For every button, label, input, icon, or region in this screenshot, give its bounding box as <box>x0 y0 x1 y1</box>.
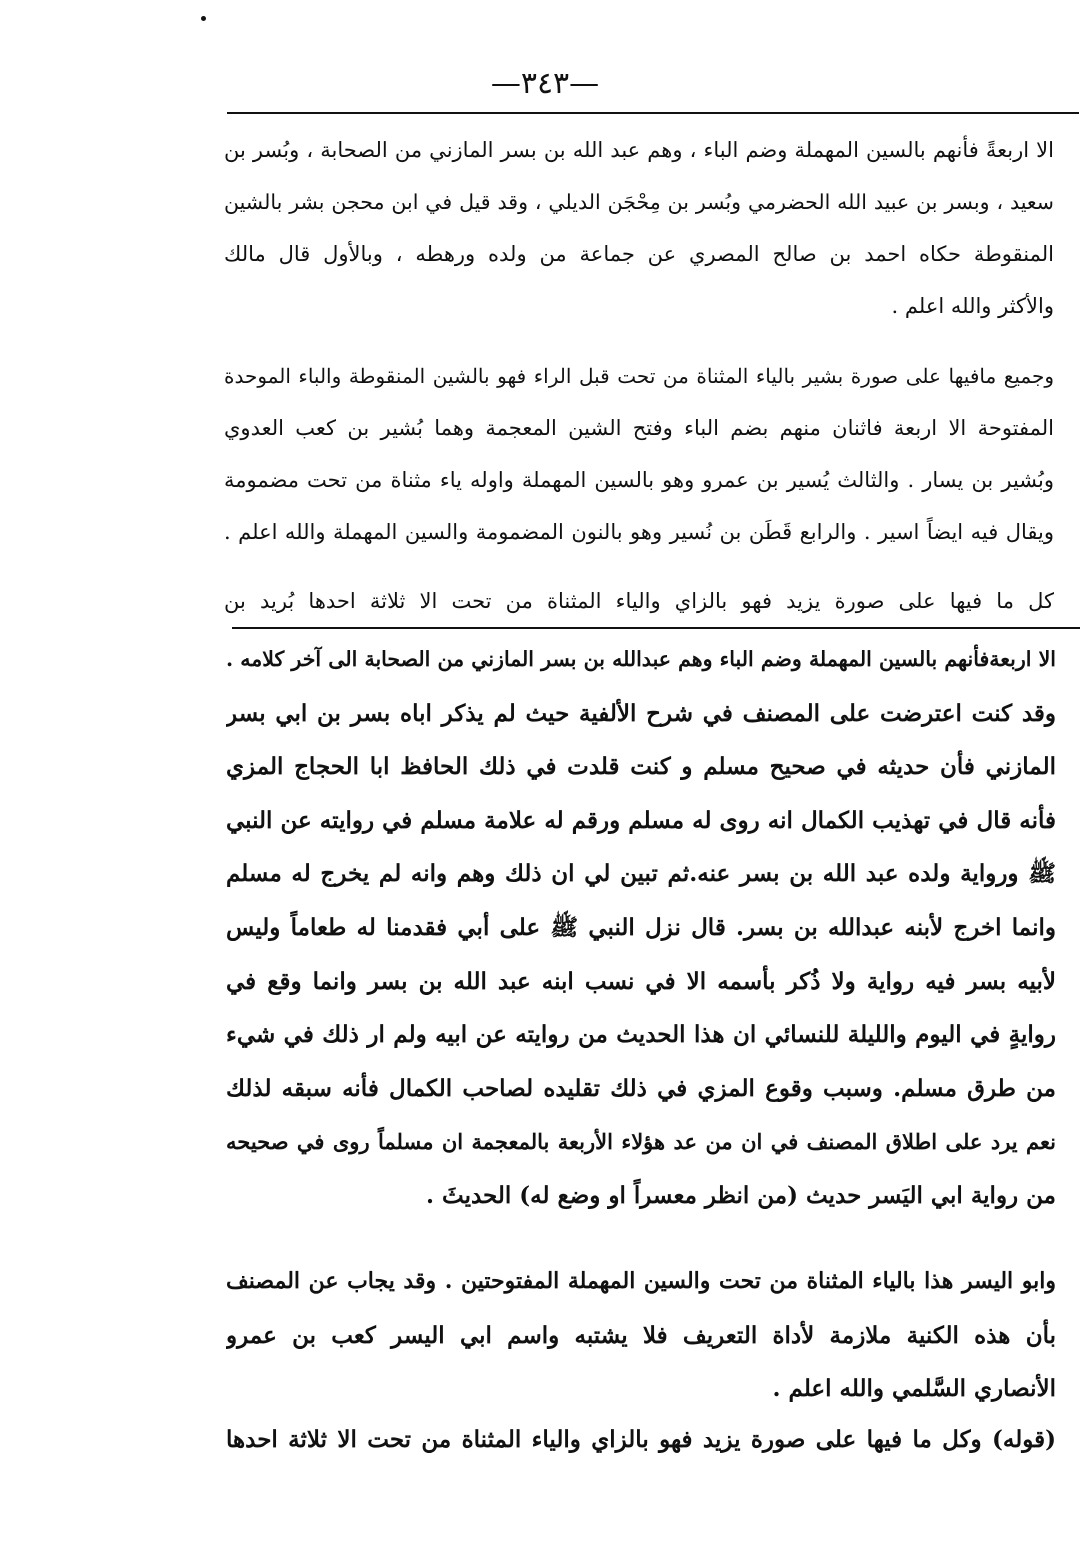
text-line: وبُشير بن يسار . والثالث يُسير بن عمرو وهو بالسين المهملة واوله ياء مثناة من تحت مضمومة <box>224 468 1054 492</box>
commentary-line: من طرق مسلم. وسبب وقوع المزي في ذلك تقليده لصاحب الكمال فأنه سبقه لذلك <box>226 1074 1056 1102</box>
commentary-line: نعم يرد على اطلاق المصنف في ان من عد هؤلاء الأربعة بالمعجمة ان مسلماً روى في صحيحه <box>226 1129 1056 1155</box>
commentary-line: فأنه قال في تهذيب الكمال انه روى له مسلم ورقم له علامة مسلم في روايته عن النبي <box>226 806 1056 834</box>
commentary-paragraph-2 <box>226 1255 1056 1416</box>
commentary-line: وانما اخرج لأبنه عبدالله بن بسر. قال نزل النبي ﷺ على أبي فقدمنا له طعاماً وليس <box>226 913 1056 941</box>
commentary-line: وابو اليسر هذا بالياء المثناة من تحت والسين المهملة المفتوحتين . وقد يجاب عن المصنف <box>226 1268 1056 1294</box>
commentary-line: لأبيه بسر فيه رواية ولا ذُكر بأسمه الا في نسب ابنه عبد الله بن بسر وانما وقع في <box>226 967 1056 995</box>
text-line: والأكثر والله اعلم . <box>891 294 1054 318</box>
header-rule <box>227 112 1079 114</box>
text-line: كل ما فيها على صورة يزيد فهو بالزاي والياء المثناة من تحت الا ثلاثة احدها بُريد بن <box>224 589 1054 613</box>
text-line: الا اربعةً فأنهم بالسين المهملة وضم الباء ، وهم عبد الله بن بسر المازني من الصحابة ، وبُسر بن <box>224 138 1054 162</box>
commentary-line: روايةٍ في اليوم والليلة للنسائي ان هذا الحديث من روايته عن ابيه ولم ار ذلك في شيء <box>226 1021 1056 1049</box>
text-line: سعيد ، وبسر بن عبيد الله الحضرمي وبُسر بن مِحْجَن الديلي ، وقد قيل في ابن محجن بشر بالشين <box>224 190 1054 214</box>
commentary-line: وقد كنت اعترضت على المصنف في شرح الألفية حيث لم يذكر اباه بسر بن ابي بسر <box>226 699 1056 727</box>
main-text-paragraph-1 <box>224 124 1054 332</box>
text-line: ويقال فيه ايضاً اسير . والرابع قَطَن بن نُسير وهو بالنون المضمومة والسين المهملة والله اعلم . <box>224 520 1054 544</box>
main-text-paragraph-2 <box>224 350 1054 558</box>
text-line: المنقوطة حكاه احمد بن صالح المصري عن جماعة من ولده ورهطه ، وبالأول قال مالك <box>224 242 1054 266</box>
commentary-line: (قوله) وكل ما فيها على صورة يزيد فهو بالزاي والياء المثناة من تحت الا ثلاثة احدها <box>226 1426 1056 1453</box>
commentary-divider <box>232 627 1080 629</box>
commentary-paragraph-1 <box>226 633 1056 1223</box>
commentary-paragraph-3 <box>226 1413 1056 1467</box>
text-line: وجميع مافيها على صورة بشير بالياء المثناة من تحت قبل الراء فهو بالشين المنقوطة والباء الموحدة <box>224 364 1054 388</box>
main-text-paragraph-3 <box>224 575 1054 627</box>
page-number: —٣٤٣— <box>490 66 600 101</box>
commentary-line: المازني فأن حديثه في صحيح مسلم و كنت قلدت في ذلك الحافظ ابا الحجاج المزي <box>226 753 1056 781</box>
text-line: المفتوحة الا اربعة فاثنان منهم بضم الباء وفتح الشين المعجمة وهما بُشير بن كعب العدوي <box>224 416 1054 440</box>
commentary-line: الأنصاري السَّلمي والله اعلم . <box>772 1375 1056 1403</box>
commentary-line: الا اربعةفأنهم بالسين المهملة وضم الباء وهم عبدالله بن بسر المازني من الصحابة الى آخر كلامه . <box>226 647 1056 671</box>
commentary-line: ﷺ ورواية ولده عبد الله بن بسر عنه.ثم تبين لي ان ذلك وهم وانه لم يخرج له مسلم <box>226 860 1056 888</box>
ink-dot <box>201 16 206 21</box>
commentary-line: من رواية ابي اليَسر حديث (من انظر معسراً او وضع له) الحديثَ . <box>425 1181 1056 1209</box>
commentary-line: بأن هذه الكنية ملازمة لأداة التعريف فلا يشتبه واسم ابي اليسر كعب بن عمرو <box>226 1321 1056 1349</box>
